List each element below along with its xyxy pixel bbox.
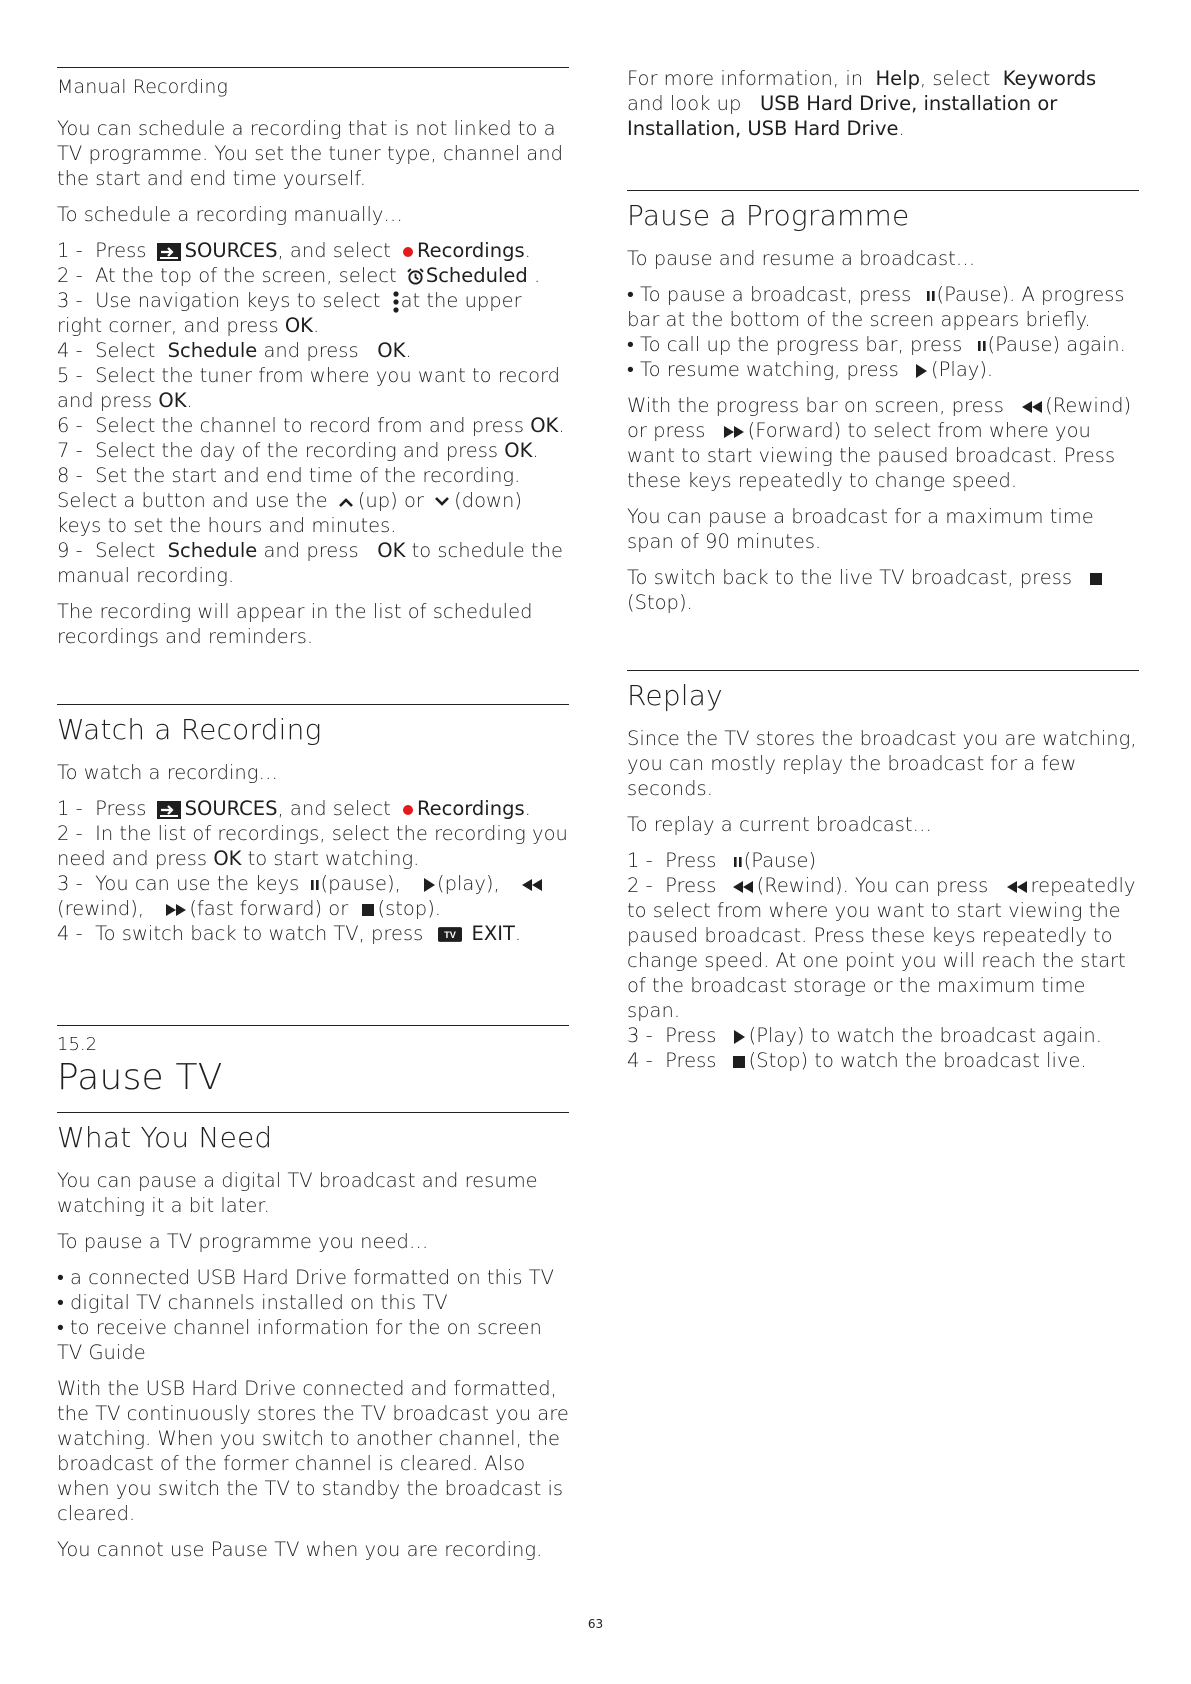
play-icon [915,364,927,378]
manual-step-9: 9 - Select Schedule and press OK to schedule the manual recording. [57,539,563,587]
pause-switch-live: To switch back to the live TV broadcast, press (Stop). [627,565,1139,615]
record-dot-icon [403,247,413,257]
requirement-item: • to receive channel information for the on screen TV Guide [57,1316,542,1364]
what-you-need-p2: With the USB Hard Drive connected and formatted, the TV continuously stores the TV broadcast you are watching. When you switch to another channel, the broadcast of the former channel is cleared. Also when you switch the TV to standby the broadcast is cleared. [57,1377,569,1525]
watch-step-2: 2 - In the list of recordings, select the recording you need and press OK to start watching. [57,822,568,870]
manual-step-8: 8 - Set the start and end time of the recording. Select a button and use the (up) or (down) keys to set the hours and minutes. [57,464,522,537]
pause-bullet-2: • To call up the progress bar, press (Pause) again. [627,333,1126,356]
replay-intro: Since the TV stores the broadcast you are watching, you can mostly replay the broadcast for a few seconds. [627,727,1137,800]
pause-icon [977,340,987,352]
chapter-number: 15.2 [57,1034,98,1055]
watch-recording-section [57,704,569,946]
alarm-clock-icon [407,268,424,285]
manual-recording-lead: To schedule a recording manually… [57,203,403,226]
manual-recording-outro: The recording will appear in the list of scheduled recordings and reminders. [57,600,533,648]
watch-step-4: 4 - To switch back to watch TV, press EXIT. [57,922,522,945]
chapter-title: Pause TV [57,1057,223,1098]
up-arrow-icon [338,497,354,507]
requirement-item: • digital TV channels installed on this TV [57,1291,448,1314]
stop-icon [1090,573,1102,585]
play-icon [423,878,435,892]
record-dot-icon [403,805,413,815]
replay-step-4: 4 - Press (Stop) to watch the broadcast live. [627,1049,1087,1072]
replay-section [627,670,1139,1073]
down-arrow-icon [434,497,450,507]
play-icon [733,1030,745,1044]
pause-icon [926,290,936,302]
manual-recording-section [57,67,569,649]
replay-heading: Replay [627,679,723,712]
fast-forward-icon [166,904,186,916]
pause-icon [733,856,743,868]
pause-progress-text: With the progress bar on screen, press (Rewind) or press (Forward) to select from where you want to start viewing the paused broadcast. Press these keys repeatedly to change speed. [627,394,1132,492]
watch-step-3: 3 - You can use the keys (pause), (play), (rewind), (fast forward) or (stop). [57,871,569,921]
rewind-icon [1007,881,1027,893]
replay-step-1: 1 - Press (Pause) [627,849,817,872]
manual-step-1: 1 - Press SOURCES, and select Recordings. [57,239,531,262]
more-info-block [627,66,1139,141]
watch-recording-heading: Watch a Recording [57,713,322,746]
manual-recording-intro: You can schedule a recording that is not linked to a TV programme. You set the tuner type, channel and the start and end time yourself. [57,117,563,190]
requirement-item: • a connected USB Hard Drive formatted on this TV [57,1266,554,1289]
manual-step-5: 5 - Select the tuner from where you want to record and press OK. [57,364,561,412]
what-you-need-lead: To pause a TV programme you need… [57,1230,429,1253]
what-you-need-section [57,1112,569,1562]
rewind-icon [1022,401,1042,413]
replay-step-3: 3 - Press (Play) to watch the broadcast again. [627,1024,1102,1047]
fast-forward-icon [724,426,744,438]
stop-icon [362,904,374,916]
manual-step-4: 4 - Select Schedule and press OK. [57,339,412,362]
what-you-need-p1: You can pause a digital TV broadcast and resume watching it a bit later. [57,1169,538,1217]
manual-step-3: 3 - Use navigation keys to select at the upper right corner, and press OK. [57,289,522,337]
manual-step-7: 7 - Select the day of the recording and press OK. [57,439,539,462]
pause-bullet-1: • To pause a broadcast, press (Pause). A progress bar at the bottom of the screen appears briefly. [627,283,1125,331]
pause-bullet-3: • To resume watching, press (Play). [627,358,994,381]
manual-step-2: 2 - At the top of the screen, select Scheduled . [57,264,541,287]
watch-recording-lead: To watch a recording… [57,761,278,784]
more-info-text: For more information, in Help, select Keywords and look up USB Hard Drive, installation or Installation, USB Hard Drive. [627,67,1097,140]
pause-programme-heading: Pause a Programme [627,199,910,232]
replay-lead: To replay a current broadcast… [627,813,933,836]
replay-step-2: 2 - Press (Rewind). You can press repeatedly to select from where you want to start viewing the paused broadcast. Press these keys repeatedly to change speed. At one point you will reach the start of the broadcast storage or the maximum time span. [627,874,1136,1022]
what-you-need-p3: You cannot use Pause TV when you are recording. [57,1538,543,1561]
manual-step-6: 6 - Select the channel to record from and press OK. [57,414,565,437]
chapter-header [57,1025,569,1098]
manual-recording-heading: Manual Recording [57,76,229,98]
pause-programme-section [627,190,1139,615]
page-number: 63 [587,1617,604,1631]
what-you-need-heading: What You Need [57,1121,273,1154]
watch-step-1: 1 - Press SOURCES, and select Recordings. [57,797,531,820]
rewind-icon [733,881,753,893]
sources-icon [157,243,181,261]
sources-icon [157,801,181,819]
more-options-icon [393,291,399,313]
rewind-icon [522,879,542,891]
tv-icon [438,927,462,942]
pause-max-time: You can pause a broadcast for a maximum time span of 90 minutes. [627,505,1094,553]
stop-icon [733,1056,745,1068]
pause-icon [310,879,320,891]
pause-programme-lead: To pause and resume a broadcast… [627,247,976,270]
